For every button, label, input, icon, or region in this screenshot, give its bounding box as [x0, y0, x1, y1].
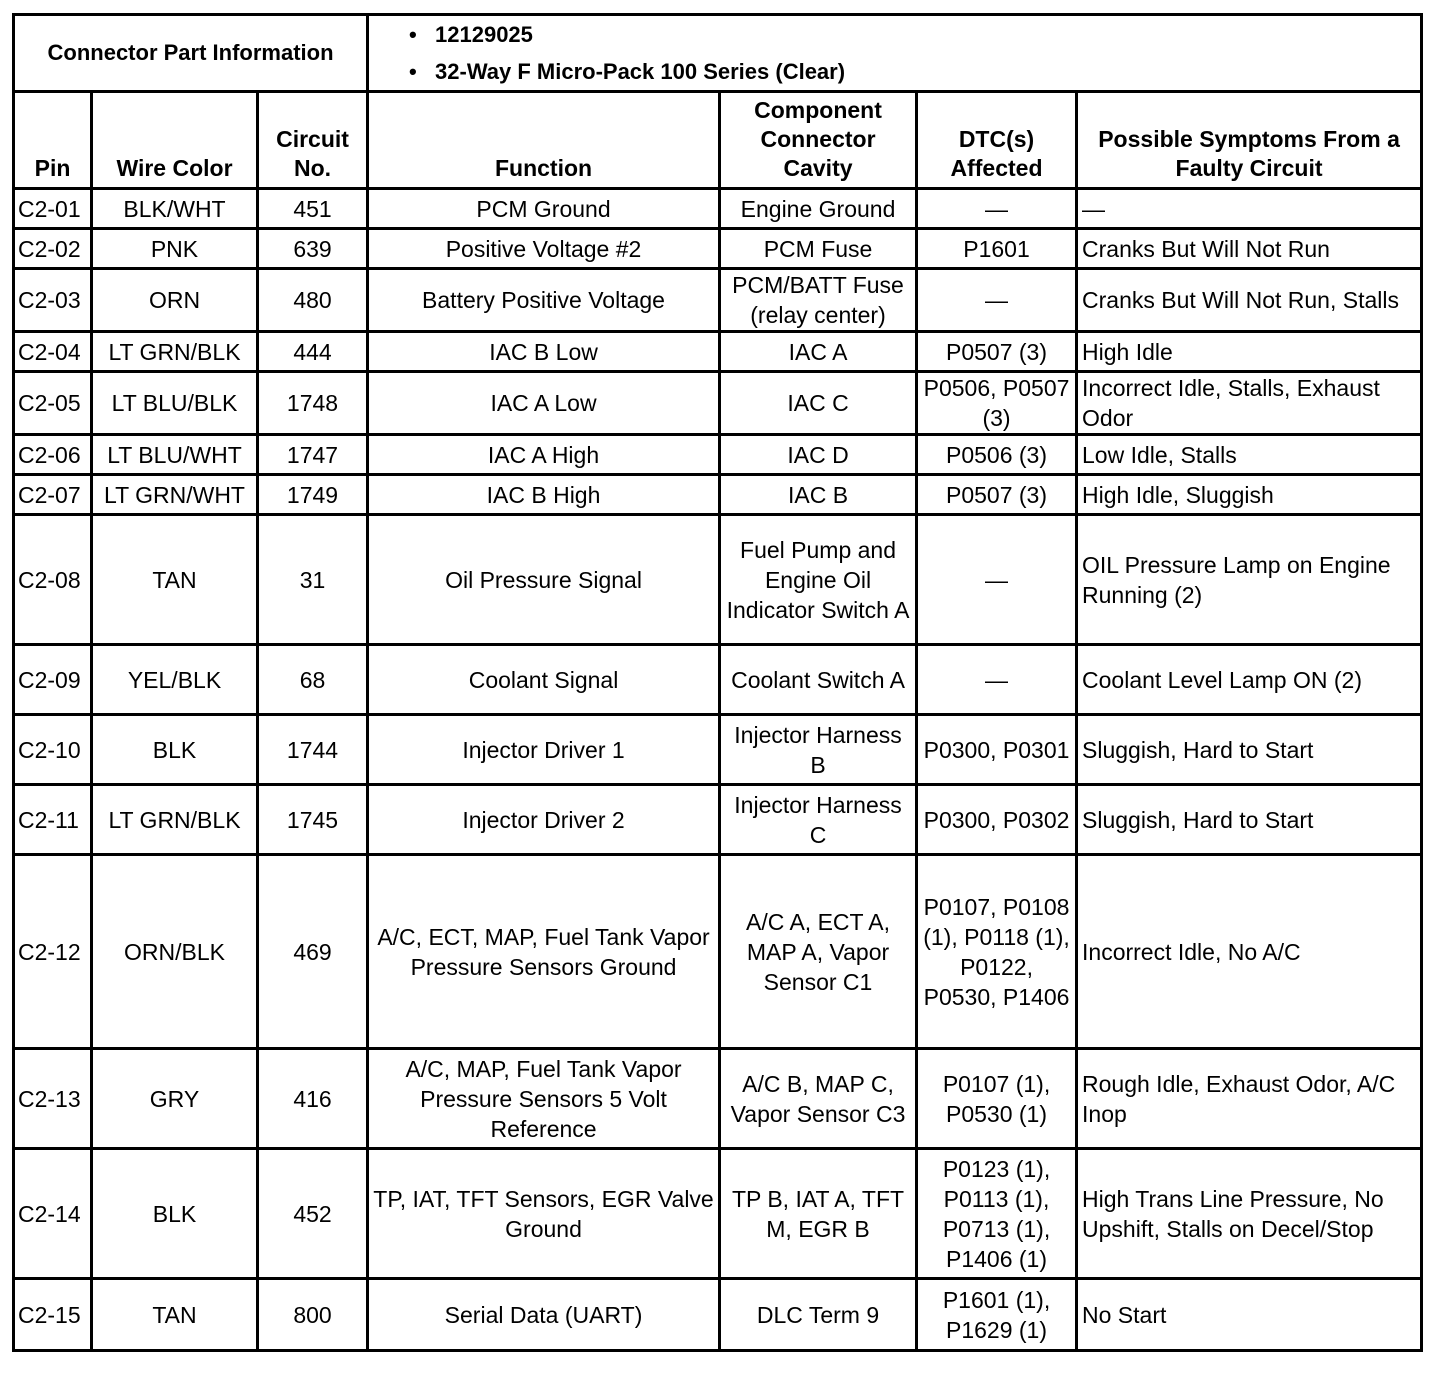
header-pin: Pin — [14, 92, 92, 189]
cavity-cell: DLC Term 9 — [720, 1279, 917, 1351]
dtc-cell: P0507 (3) — [917, 332, 1077, 372]
dtc-cell: — — [917, 645, 1077, 715]
dtc-cell: P0507 (3) — [917, 475, 1077, 515]
pin-cell: C2-06 — [14, 435, 92, 475]
wire-color-cell: GRY — [92, 1049, 258, 1149]
symptoms-cell: Cranks But Will Not Run, Stalls — [1077, 269, 1422, 332]
pin-cell: C2-13 — [14, 1049, 92, 1149]
dtc-cell: — — [917, 269, 1077, 332]
circuit-no-cell: 444 — [258, 332, 368, 372]
cavity-cell: PCM/BATT Fuse (relay center) — [720, 269, 917, 332]
cavity-cell: IAC B — [720, 475, 917, 515]
pin-cell: C2-11 — [14, 785, 92, 855]
table-row — [14, 229, 1422, 269]
circuit-no-cell: 800 — [258, 1279, 368, 1351]
connector-table-frame — [12, 13, 1420, 1352]
table-row — [14, 855, 1422, 1049]
pin-cell: C2-05 — [14, 372, 92, 435]
function-cell: TP, IAT, TFT Sensors, EGR Valve Ground — [368, 1149, 720, 1279]
circuit-no-cell: 1744 — [258, 715, 368, 785]
table-row — [14, 785, 1422, 855]
cavity-cell: IAC C — [720, 372, 917, 435]
cavity-cell: Injector Harness B — [720, 715, 917, 785]
dtc-cell: P0506, P0507 (3) — [917, 372, 1077, 435]
connector-info-label: Connector Part Information — [14, 15, 368, 92]
pin-cell: C2-14 — [14, 1149, 92, 1279]
pin-cell: C2-10 — [14, 715, 92, 785]
function-cell: Battery Positive Voltage — [368, 269, 720, 332]
symptoms-cell: Coolant Level Lamp ON (2) — [1077, 645, 1422, 715]
table-row — [14, 1049, 1422, 1149]
wire-color-cell: ORN — [92, 269, 258, 332]
cavity-cell: Coolant Switch A — [720, 645, 917, 715]
dtc-cell: P0107 (1), P0530 (1) — [917, 1049, 1077, 1149]
dtc-cell: — — [917, 189, 1077, 229]
pin-cell: C2-12 — [14, 855, 92, 1049]
dtc-cell: P0506 (3) — [917, 435, 1077, 475]
function-cell: PCM Ground — [368, 189, 720, 229]
cavity-cell: A/C B, MAP C, Vapor Sensor C3 — [720, 1049, 917, 1149]
pin-cell: C2-03 — [14, 269, 92, 332]
header-function: Function — [368, 92, 720, 189]
pin-cell: C2-15 — [14, 1279, 92, 1351]
symptoms-cell: Incorrect Idle, Stalls, Exhaust Odor — [1077, 372, 1422, 435]
dtc-cell: P1601 — [917, 229, 1077, 269]
table-row — [14, 515, 1422, 645]
connector-info-item — [409, 16, 1416, 53]
connector-description: 32-Way F Micro-Pack 100 Series (Clear) — [435, 59, 846, 84]
symptoms-cell: Sluggish, Hard to Start — [1077, 715, 1422, 785]
circuit-no-cell: 1748 — [258, 372, 368, 435]
symptoms-cell: No Start — [1077, 1279, 1422, 1351]
cavity-cell: TP B, IAT A, TFT M, EGR B — [720, 1149, 917, 1279]
table-row — [14, 189, 1422, 229]
connector-pinout-table — [12, 13, 1423, 1352]
header-cavity: Component Connector Cavity — [720, 92, 917, 189]
dtc-cell: P0300, P0301 — [917, 715, 1077, 785]
dtc-cell: P0300, P0302 — [917, 785, 1077, 855]
table-row — [14, 715, 1422, 785]
function-cell: Oil Pressure Signal — [368, 515, 720, 645]
cavity-cell: IAC A — [720, 332, 917, 372]
header-symptoms: Possible Symptoms From a Faulty Circuit — [1077, 92, 1422, 189]
function-cell: IAC A High — [368, 435, 720, 475]
table-row — [14, 645, 1422, 715]
dtc-cell: P0107, P0108 (1), P0118 (1), P0122, P0530, P1406 — [917, 855, 1077, 1049]
circuit-no-cell: 480 — [258, 269, 368, 332]
circuit-no-cell: 469 — [258, 855, 368, 1049]
wire-color-cell: TAN — [92, 515, 258, 645]
function-cell: Injector Driver 2 — [368, 785, 720, 855]
function-cell: A/C, MAP, Fuel Tank Vapor Pressure Sensors 5 Volt Reference — [368, 1049, 720, 1149]
dtc-cell: P0123 (1), P0113 (1), P0713 (1), P1406 (1) — [917, 1149, 1077, 1279]
circuit-no-cell: 68 — [258, 645, 368, 715]
column-header-row — [14, 92, 1422, 189]
pin-cell: C2-02 — [14, 229, 92, 269]
cavity-cell: Engine Ground — [720, 189, 917, 229]
pin-cell: C2-09 — [14, 645, 92, 715]
circuit-no-cell: 1745 — [258, 785, 368, 855]
wire-color-cell: LT GRN/BLK — [92, 785, 258, 855]
table-row — [14, 1279, 1422, 1351]
symptoms-cell: Sluggish, Hard to Start — [1077, 785, 1422, 855]
symptoms-cell: Low Idle, Stalls — [1077, 435, 1422, 475]
symptoms-cell: Cranks But Will Not Run — [1077, 229, 1422, 269]
wire-color-cell: ORN/BLK — [92, 855, 258, 1049]
table-row — [14, 372, 1422, 435]
connector-info-list — [368, 15, 1422, 92]
header-wire-color: Wire Color — [92, 92, 258, 189]
function-cell: Injector Driver 1 — [368, 715, 720, 785]
function-cell: Coolant Signal — [368, 645, 720, 715]
table-row — [14, 1149, 1422, 1279]
circuit-no-cell: 1747 — [258, 435, 368, 475]
circuit-no-cell: 416 — [258, 1049, 368, 1149]
header-dtc: DTC(s) Affected — [917, 92, 1077, 189]
symptoms-cell: OIL Pressure Lamp on Engine Running (2) — [1077, 515, 1422, 645]
connector-info-item — [409, 53, 1416, 90]
wire-color-cell: LT GRN/BLK — [92, 332, 258, 372]
function-cell: IAC A Low — [368, 372, 720, 435]
wire-color-cell: LT BLU/WHT — [92, 435, 258, 475]
circuit-no-cell: 1749 — [258, 475, 368, 515]
dtc-cell: — — [917, 515, 1077, 645]
pin-cell: C2-07 — [14, 475, 92, 515]
pin-cell: C2-01 — [14, 189, 92, 229]
table-row — [14, 475, 1422, 515]
circuit-no-cell: 31 — [258, 515, 368, 645]
circuit-no-cell: 452 — [258, 1149, 368, 1279]
wire-color-cell: YEL/BLK — [92, 645, 258, 715]
function-cell: IAC B High — [368, 475, 720, 515]
table-row — [14, 269, 1422, 332]
symptoms-cell: High Trans Line Pressure, No Upshift, Stalls on Decel/Stop — [1077, 1149, 1422, 1279]
bullet-icon: • — [409, 59, 417, 84]
cavity-cell: Fuel Pump and Engine Oil Indicator Switch A — [720, 515, 917, 645]
symptoms-cell: High Idle — [1077, 332, 1422, 372]
table-row — [14, 435, 1422, 475]
cavity-cell: PCM Fuse — [720, 229, 917, 269]
connector-part-number: 12129025 — [435, 22, 533, 47]
circuit-no-cell: 639 — [258, 229, 368, 269]
wire-color-cell: PNK — [92, 229, 258, 269]
wire-color-cell: TAN — [92, 1279, 258, 1351]
wire-color-cell: LT BLU/BLK — [92, 372, 258, 435]
symptoms-cell: — — [1077, 189, 1422, 229]
wire-color-cell: BLK — [92, 715, 258, 785]
cavity-cell: IAC D — [720, 435, 917, 475]
function-cell: IAC B Low — [368, 332, 720, 372]
bullet-icon: • — [409, 22, 417, 47]
symptoms-cell: Rough Idle, Exhaust Odor, A/C Inop — [1077, 1049, 1422, 1149]
function-cell: Positive Voltage #2 — [368, 229, 720, 269]
pin-cell: C2-04 — [14, 332, 92, 372]
table-row — [14, 332, 1422, 372]
function-cell: A/C, ECT, MAP, Fuel Tank Vapor Pressure Sensors Ground — [368, 855, 720, 1049]
function-cell: Serial Data (UART) — [368, 1279, 720, 1351]
header-circuit-no: Circuit No. — [258, 92, 368, 189]
pin-cell: C2-08 — [14, 515, 92, 645]
cavity-cell: Injector Harness C — [720, 785, 917, 855]
wire-color-cell: BLK/WHT — [92, 189, 258, 229]
connector-info-row — [14, 15, 1422, 92]
wire-color-cell: LT GRN/WHT — [92, 475, 258, 515]
wire-color-cell: BLK — [92, 1149, 258, 1279]
dtc-cell: P1601 (1), P1629 (1) — [917, 1279, 1077, 1351]
symptoms-cell: High Idle, Sluggish — [1077, 475, 1422, 515]
circuit-no-cell: 451 — [258, 189, 368, 229]
symptoms-cell: Incorrect Idle, No A/C — [1077, 855, 1422, 1049]
cavity-cell: A/C A, ECT A, MAP A, Vapor Sensor C1 — [720, 855, 917, 1049]
